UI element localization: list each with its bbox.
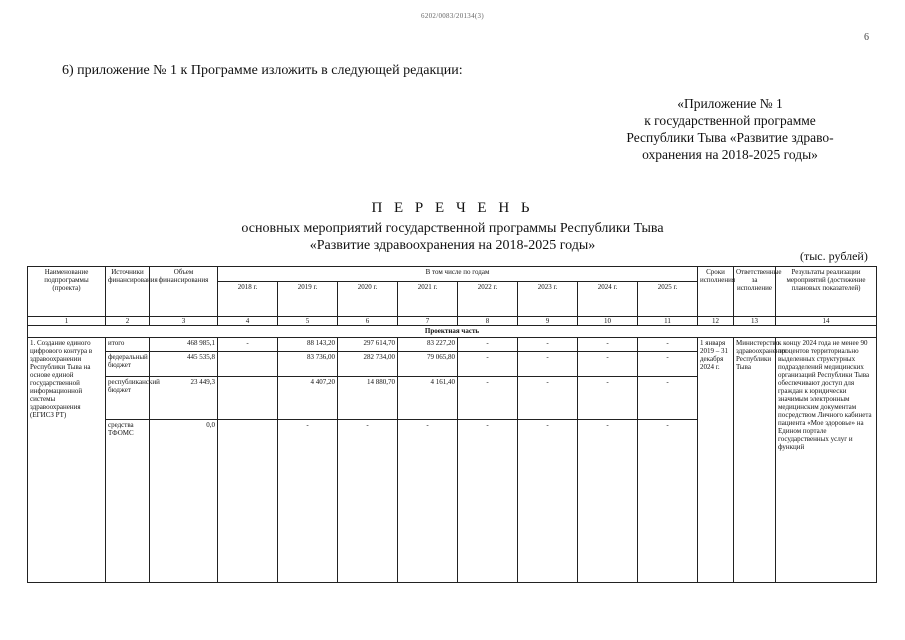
header-terms: Сроки исполнения: [698, 267, 734, 317]
header-responsible: Ответственные за исполнение: [734, 267, 776, 317]
volume-cell: 468 985,1: [150, 338, 218, 352]
appendix-line: к государственной программе: [644, 113, 816, 128]
appendix-line: «Приложение № 1: [677, 96, 783, 111]
source-cell: итого: [106, 338, 150, 352]
appendix-line: Республики Тыва «Развитие здраво-: [626, 130, 834, 145]
column-number: 6: [338, 317, 398, 326]
year-cell: -: [338, 420, 398, 583]
year-cell: -: [518, 377, 578, 420]
source-cell: средства ТФОМС: [106, 420, 150, 583]
year-cell: -: [458, 420, 518, 583]
header-year: 2024 г.: [578, 282, 638, 317]
document-subtitle: [0, 220, 905, 254]
year-cell: -: [458, 338, 518, 352]
column-number: 5: [278, 317, 338, 326]
section-label: Проектная часть: [28, 326, 877, 338]
header-year: 2021 г.: [398, 282, 458, 317]
units-label: (тыс. рублей): [800, 249, 868, 263]
year-cell: -: [398, 420, 458, 583]
table-row: [28, 338, 877, 352]
header-source: Источники финансирования: [106, 267, 150, 317]
year-cell: -: [578, 352, 638, 377]
year-cell: 282 734,00: [338, 352, 398, 377]
appendix-reference: [600, 95, 860, 163]
column-number: 9: [518, 317, 578, 326]
header-year: 2023 г.: [518, 282, 578, 317]
source-cell: республиканский бюджет: [106, 377, 150, 420]
results-cell: к концу 2024 года не менее 90 процентов территориально выделенных структурных подразделений медицинских организаций Республики Тыва обеспечивают доступ для граждан к юридически значимым электронным медицинским документам посредством Личного кабинета пациента «Мое здоровье» на Едином портале государственных услуг и функций: [776, 338, 877, 583]
column-number: 13: [734, 317, 776, 326]
intro-paragraph: 6) приложение № 1 к Программе изложить в следующей редакции:: [62, 63, 463, 78]
header-year: 2025 г.: [638, 282, 698, 317]
year-cell: -: [278, 420, 338, 583]
measures-table: [27, 266, 877, 583]
year-cell: -: [638, 352, 698, 377]
header-years-group: В том числе по годам: [218, 267, 698, 282]
column-number: 3: [150, 317, 218, 326]
column-number: 4: [218, 317, 278, 326]
subtitle-line: основных мероприятий государственной программы Республики Тыва: [241, 221, 664, 236]
header-year: 2020 г.: [338, 282, 398, 317]
volume-cell: 23 449,3: [150, 377, 218, 420]
header-volume: Объем финансирования: [150, 267, 218, 317]
year-cell: 83 227,20: [398, 338, 458, 352]
column-number: 10: [578, 317, 638, 326]
column-number: 14: [776, 317, 877, 326]
year-cell: [218, 420, 278, 583]
year-cell: -: [518, 420, 578, 583]
year-cell: -: [578, 420, 638, 583]
header-row: [28, 267, 877, 282]
column-number: 8: [458, 317, 518, 326]
year-cell: 4 161,40: [398, 377, 458, 420]
header-results: Результаты реализации мероприятий (достижение плановых показателей): [776, 267, 877, 317]
item-name: 1. Создание единого цифрового контура в здравоохранении Республики Тыва на основе единой государственной информационной системы здравоохранения (ЕГИСЗ РТ): [28, 338, 106, 583]
column-number: 1: [28, 317, 106, 326]
column-number: 12: [698, 317, 734, 326]
year-cell: 4 407,20: [278, 377, 338, 420]
year-cell: -: [518, 338, 578, 352]
year-cell: 297 614,70: [338, 338, 398, 352]
volume-cell: 445 535,8: [150, 352, 218, 377]
year-cell: -: [578, 338, 638, 352]
column-number: 11: [638, 317, 698, 326]
year-cell: -: [218, 338, 278, 352]
terms-cell: 1 января 2019 – 31 декабря 2024 г.: [698, 338, 734, 583]
header-name: Наименование подпрограммы (проекта): [28, 267, 106, 317]
year-cell: 14 880,70: [338, 377, 398, 420]
appendix-line: охранения на 2018-2025 годы»: [642, 147, 818, 162]
subtitle-line: «Развитие здравоохранения на 2018-2025 годы»: [309, 238, 596, 253]
year-cell: -: [638, 420, 698, 583]
year-cell: -: [518, 352, 578, 377]
column-number: 2: [106, 317, 150, 326]
volume-cell: 0,0: [150, 420, 218, 583]
year-cell: 83 736,00: [278, 352, 338, 377]
year-cell: -: [578, 377, 638, 420]
year-cell: [218, 352, 278, 377]
year-cell: -: [458, 377, 518, 420]
source-cell: федеральный бюджет: [106, 352, 150, 377]
responsible-cell: Министерство здравоохранения Республики Тыва: [734, 338, 776, 583]
year-cell: -: [638, 377, 698, 420]
column-number: 7: [398, 317, 458, 326]
year-cell: 79 065,80: [398, 352, 458, 377]
document-title: П Е Р Е Ч Е Н Ь: [371, 200, 534, 216]
section-row: [28, 326, 877, 338]
year-cell: -: [638, 338, 698, 352]
year-cell: -: [458, 352, 518, 377]
page-number: 6: [864, 32, 869, 43]
header-year: 2022 г.: [458, 282, 518, 317]
header-year: 2018 г.: [218, 282, 278, 317]
header-year: 2019 г.: [278, 282, 338, 317]
year-cell: 88 143,20: [278, 338, 338, 352]
document-registration-code: 6202/0083/20134(3): [421, 12, 484, 20]
year-cell: [218, 377, 278, 420]
column-number-row: [28, 317, 877, 326]
